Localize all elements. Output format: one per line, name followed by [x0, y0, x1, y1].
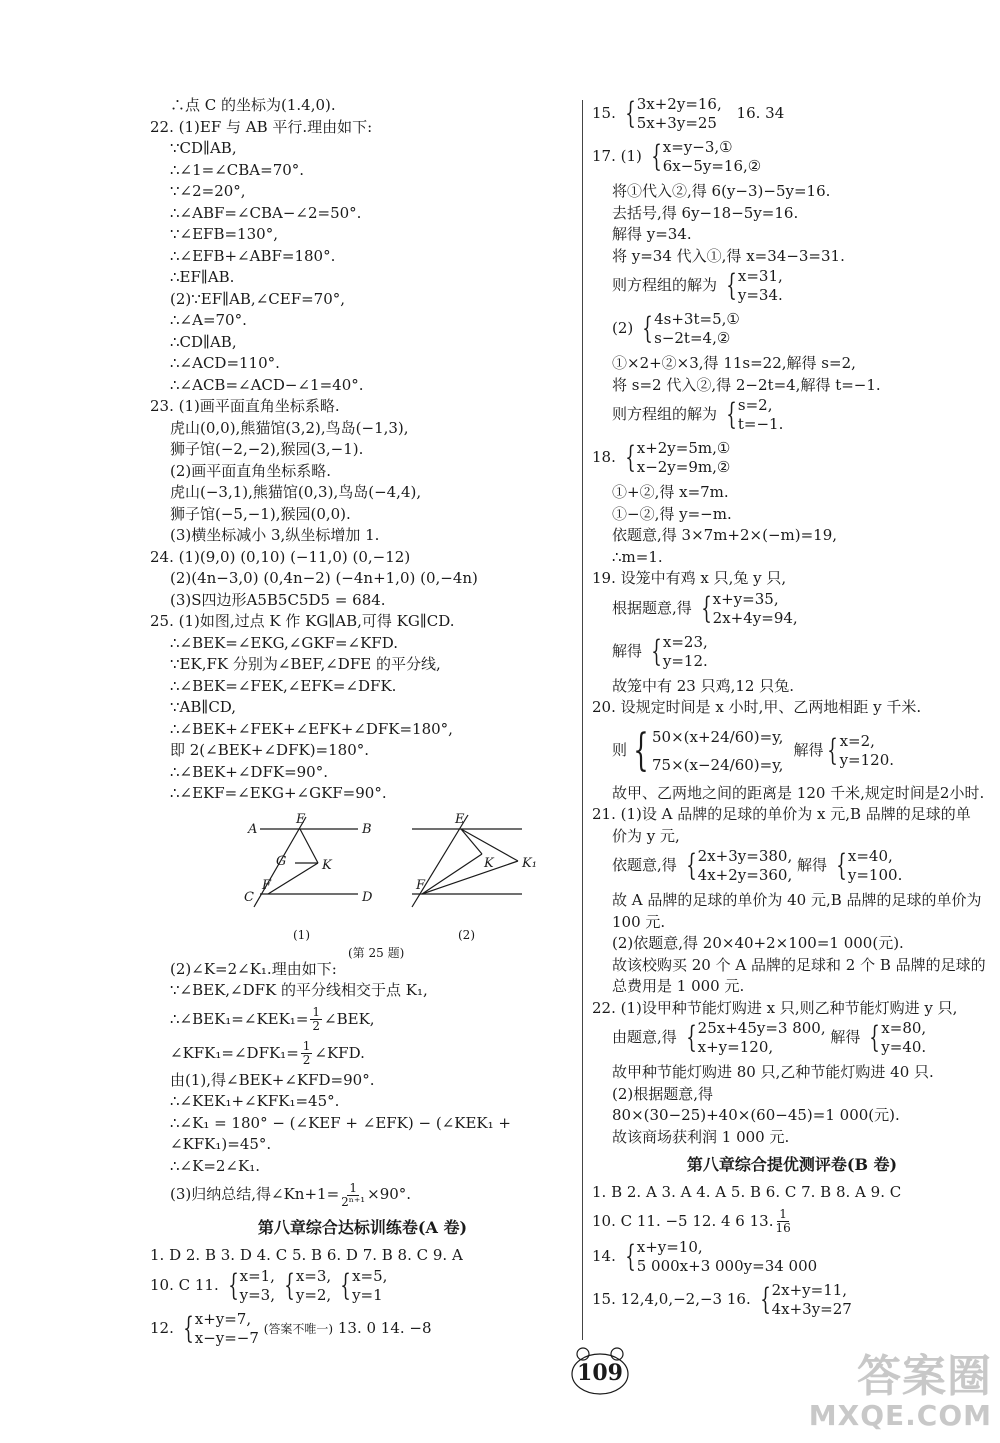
text-line: ∴∠ABF=∠CBA−∠2=50°.	[170, 203, 362, 222]
eq-line: y=12.	[662, 651, 708, 670]
text-line: 故 A 品牌的足球的单价为 40 元,B 品牌的足球的单价为	[612, 891, 982, 909]
eq-line: x=y−3,①	[662, 138, 733, 156]
text-line: ∵∠2=20°,	[170, 182, 246, 200]
fig2-caption: (2)	[458, 927, 475, 942]
text-line: ∵EK,FK 分别为∠BEF,∠DFE 的平分线,	[170, 655, 441, 673]
eq-line: y=100.	[847, 866, 903, 884]
seg-EK	[300, 829, 318, 863]
equation-system: { x=2, y=120.	[827, 731, 895, 769]
answer-line-frac	[592, 1204, 992, 1238]
fig2-label: K₁	[522, 855, 537, 871]
equation-system: { x+y=10, 5 000x+3 000y=34 000	[624, 1237, 818, 1275]
note: (答案不唯一)	[263, 1321, 334, 1336]
text-line: ∴∠1=∠CBA=70°.	[170, 160, 305, 179]
fraction-den: 16	[775, 1221, 791, 1235]
eq-line: x+y=120,	[697, 1038, 774, 1056]
answer-line-sys	[150, 1267, 575, 1310]
eq-line: x+y=7,	[194, 1309, 252, 1328]
page-number-text: 109	[577, 1360, 623, 1386]
text-line: ∴∠BEK=∠EKG,∠GKF=∠KFD.	[170, 633, 398, 652]
text-line: ∠KFK₁)=45°.	[170, 1135, 272, 1153]
text-line: 狮子馆(−5,−1),猴园(0,0).	[170, 504, 351, 523]
eq-line: x=2,	[839, 731, 875, 750]
left-column	[150, 95, 575, 1353]
text-line: 解得 y=34.	[612, 225, 692, 243]
eq-line: 2x+4y=94,	[712, 608, 798, 627]
fraction-den: 2	[312, 1019, 321, 1033]
text-line: (2)∠K=2∠K₁.理由如下:	[170, 959, 337, 978]
text-fragment: ×90°.	[367, 1185, 412, 1203]
fig2-seg-FK	[422, 854, 482, 894]
geometry-figure	[150, 809, 575, 959]
equation-system: { x+y=35, 2x+4y=94,	[700, 589, 798, 627]
text-line: ∴∠ACB=∠ACD−∠1=40°.	[170, 375, 364, 394]
fig1-caption: (1)	[293, 927, 310, 942]
text-line: ∴∠A=70°.	[170, 311, 247, 329]
text-line: ∴∠BEK+∠DFK=90°.	[170, 762, 328, 781]
page-number	[545, 1342, 655, 1402]
text-line: 故甲、乙两地之间的距离是 120 千米,规定时间是2小时.	[612, 783, 985, 802]
fraction	[775, 1208, 790, 1235]
text-line: ∵AB∥CD,	[170, 698, 237, 716]
eq-line: 4s+3t=5,①	[654, 310, 740, 328]
eq-line: x+y=35,	[712, 589, 779, 608]
text-line: (2)(4n−3,0) (0,4n−2) (−4n+1,0) (0,−4n)	[170, 569, 478, 587]
text-fragment: 则方程组的解为	[612, 405, 718, 423]
text-line: (3)S四边形A5B5C5D5 = 684.	[170, 590, 386, 609]
answer-line-sys	[592, 267, 992, 310]
watermark	[809, 1353, 992, 1431]
text-line: 将 s=2 代入②,得 2−2t=4,解得 t=−1.	[612, 375, 881, 394]
text-line: 80×(30−25)+40×(60−45)=1 000(元).	[612, 1106, 900, 1124]
fig1-label: D	[362, 889, 373, 905]
text-line: ①×2+②×3,得 11s=22,解得 s=2,	[612, 354, 856, 372]
eq-line: x=31,	[737, 267, 783, 285]
text-fragment: ∠KFD.	[314, 1043, 365, 1062]
equation-system: { x=40, y=100.	[836, 847, 903, 884]
text-line: ∴CD∥AB,	[170, 332, 237, 351]
answer-line: 1. D 2. B 3. D 4. C 5. B 6. D 7. B 8. C 9. A	[150, 1246, 463, 1264]
figure-caption: (第 25 题)	[348, 945, 405, 959]
fraction-num: 1	[349, 1180, 357, 1195]
eq-line: x=1,	[239, 1266, 275, 1285]
watermark-logo-text: 答案圈	[857, 1351, 992, 1402]
figure-25-svg	[150, 809, 575, 959]
eq-line: y=40.	[881, 1038, 927, 1056]
text-line: (3)横坐标减小 3,纵坐标增加 1.	[170, 526, 380, 544]
eq-line: 2x+3y=380,	[697, 847, 793, 865]
text-line: ∴∠ACD=110°.	[170, 354, 280, 372]
text-line: 20. 设规定时间是 x 小时,甲、乙两地相距 y 千米.	[592, 698, 922, 716]
fraction-den: 2ⁿ⁺¹	[341, 1194, 366, 1209]
text-fragment: 依题意,得	[612, 856, 677, 874]
text-fragment: 15. 12,4,0,−2,−3 16.	[592, 1289, 751, 1308]
text-line: 狮子馆(−2,−2),猴园(3,−1).	[170, 440, 364, 458]
eq-line: 25x+45y=3 800,	[697, 1019, 826, 1037]
equation-system: { x=5, y=1	[340, 1266, 388, 1304]
text-line: ∴∠BEK=∠FEK,∠EFK=∠DFK.	[170, 676, 397, 695]
fraction	[310, 1006, 322, 1033]
eq-line: y=3,	[239, 1285, 275, 1304]
text-line: ∴m=1.	[612, 547, 663, 566]
equation-system: { s=2, t=−1.	[726, 396, 784, 433]
text-line: 由(1),得∠BEK+∠KFD=90°.	[170, 1070, 375, 1089]
equation-system: { 50×(x+24/60)=y, 75×(x−24/60)=y,	[627, 723, 783, 779]
text-line: ∴∠K=2∠K₁.	[170, 1156, 260, 1175]
text-line: (2)画平面直角坐标系略.	[170, 461, 332, 480]
text-line: 100 元.	[612, 912, 666, 931]
text-fragment: 则	[612, 740, 628, 759]
text-fragment: 10. C 11.	[150, 1275, 219, 1294]
text-line: ∴∠EFB+∠ABF=180°.	[170, 246, 336, 265]
answer-line-sys	[592, 138, 992, 181]
eq-line: y=1	[352, 1285, 383, 1304]
text-line: ∴∠BEK+∠FEK+∠EFK+∠DFK=180°,	[170, 719, 453, 738]
text-line-frac	[150, 1036, 575, 1070]
text-fragment: 则方程组的解为	[612, 276, 718, 294]
eq-line: x+y=10,	[636, 1237, 703, 1256]
text-fragment: (3)归纳总结,得∠Kn+1=	[170, 1185, 340, 1203]
answer-line-sys	[592, 95, 992, 138]
eq-line: 5x+3y=25	[636, 114, 717, 132]
eq-line: x=3,	[295, 1266, 332, 1285]
text-fragment: ∠KFK₁=∠DFK₁=	[170, 1043, 299, 1062]
answer-line-sys	[592, 310, 992, 353]
text-fragment: 14.	[592, 1246, 616, 1265]
text-fragment: 16. 34	[736, 104, 785, 122]
answer-line-sys	[592, 633, 992, 676]
text-line: 虎山(0,0),熊猫馆(3,2),鸟岛(−1,3),	[170, 418, 409, 437]
eq-line: x−2y=9m,②	[636, 458, 731, 476]
eq-line: x=23,	[662, 632, 708, 651]
eq-line: 4x+3y=27	[771, 1299, 852, 1318]
text-line: (2)依题意,得 20×40+2×100=1 000(元).	[612, 934, 904, 952]
text-fragment: (2)	[612, 319, 634, 337]
eq-line: 50×(x+24/60)=y,	[652, 727, 784, 746]
text-line: 故该校购买 20 个 A 品牌的足球和 2 个 B 品牌的足球的	[612, 955, 986, 974]
section-heading-b: 第八章综合提优测评卷(B 卷)	[686, 1155, 898, 1174]
eq-line: 5 000x+3 000y=34 000	[636, 1256, 818, 1275]
fig1-label: G	[276, 853, 287, 869]
fraction-num: 1	[302, 1039, 311, 1053]
text-line: ∵∠BEK,∠DFK 的平分线相交于点 K₁,	[170, 981, 428, 999]
text-fragment: 10. C 11. −5 12. 4 6 13.	[592, 1211, 774, 1230]
fig1-label: A	[248, 821, 258, 837]
eq-line: x−y=−7	[194, 1328, 259, 1347]
equation-system: { 4s+3t=5,① s−2t=4,②	[642, 310, 740, 347]
equation-system: { x=1, y=3,	[227, 1266, 275, 1304]
text-line: ①+②,得 x=7m.	[612, 483, 729, 501]
text-line: 将 y=34 代入①,得 x=34−3=31.	[612, 246, 845, 265]
text-line: 虎山(−3,1),熊猫馆(0,3),鸟岛(−4,4),	[170, 483, 422, 501]
fig2-seg-EK	[461, 829, 482, 854]
equation-system: { x=y−3,① 6x−5y=16,②	[650, 138, 762, 175]
text-line: ∵∠EFB=130°,	[170, 225, 278, 243]
column-divider	[582, 100, 583, 1340]
text-fragment: 解得	[612, 641, 643, 660]
fig1-label: K	[322, 857, 332, 873]
equation-system: { x=80, y=40.	[869, 1019, 927, 1056]
text-line: ∴∠K₁ = 180° − (∠KEF + ∠EFK) − (∠KEK₁ +	[170, 1113, 511, 1132]
text-line: (2)根据题意,得	[612, 1084, 714, 1103]
text-fragment: 13. 0 14. −8	[337, 1318, 432, 1337]
answer-line-sys	[592, 1238, 992, 1281]
text-fragment: 解得	[797, 856, 828, 874]
text-line: 即 2(∠BEK+∠DFK)=180°.	[170, 741, 370, 759]
text-line: 22. (1)设甲种节能灯购进 x 只,则乙种节能灯购进 y 只,	[592, 998, 958, 1017]
text-line: ∴∠EKF=∠EKG+∠GKF=90°.	[170, 784, 387, 802]
text-line: 25. (1)如图,过点 K 作 KG∥AB,可得 KG∥CD.	[150, 612, 455, 630]
text-fragment: 由题意,得	[612, 1028, 677, 1046]
fig2-label: F	[416, 877, 426, 893]
text-line: (2)∵EF∥AB,∠CEF=70°,	[170, 289, 346, 308]
equation-system: { x+y=7, x−y=−7	[182, 1309, 259, 1347]
text-line: 故该商场获利润 1 000 元.	[612, 1127, 790, 1146]
text-line: ∵CD∥AB,	[170, 139, 237, 157]
fig1-label: B	[362, 821, 372, 837]
fraction-num: 1	[779, 1207, 787, 1221]
answer-line-sys	[150, 1310, 575, 1353]
fig2-label: E	[455, 811, 465, 827]
equation-system: { 2x+3y=380, 4x+2y=360,	[685, 847, 793, 884]
eq-line: 6x−5y=16,②	[662, 157, 762, 175]
text-line: 19. 设笼中有鸡 x 只,兔 y 只,	[592, 569, 787, 587]
text-line: 总费用是 1 000 元.	[612, 977, 745, 995]
text-line: 24. (1)(9,0) (0,10) (−11,0) (0,−12)	[150, 547, 411, 566]
text-fragment: 17. (1)	[592, 147, 642, 165]
text-line: ∴∠KEK₁+∠KFK₁=45°.	[170, 1092, 340, 1110]
text-line: ∴点 C 的坐标为(1.4,0).	[170, 96, 336, 114]
text-line: 故笼中有 23 只鸡,12 只兔.	[612, 676, 795, 695]
eq-line: y=34.	[737, 286, 783, 304]
eq-line: x+2y=5m,①	[636, 439, 731, 457]
equation-system: { x=31, y=34.	[726, 267, 783, 304]
fig1-label: E	[296, 811, 306, 827]
equation-system: { x=23, y=12.	[651, 632, 708, 670]
watermark-url: MXQE.COM	[808, 1399, 992, 1432]
fig1-label: F	[262, 877, 272, 893]
eq-line: x=40,	[847, 847, 893, 865]
fraction	[301, 1040, 313, 1067]
text-line: ①−②,得 y=−m.	[612, 504, 732, 523]
text-fragment: 12.	[150, 1318, 174, 1337]
right-column	[592, 95, 992, 1324]
fraction-den: 2	[302, 1053, 311, 1067]
equation-system: { 2x+y=11, 4x+3y=27	[759, 1280, 852, 1318]
eq-line: 3x+2y=16,	[636, 95, 722, 113]
fraction-num: 1	[312, 1005, 321, 1019]
text-fragment: ∴∠BEK₁=∠KEK₁=	[170, 1009, 309, 1028]
text-line: 价为 y 元,	[612, 826, 680, 845]
eq-line: x=5,	[352, 1266, 388, 1285]
fig1-label: C	[244, 889, 254, 905]
text-line: 21. (1)设 A 品牌的足球的单价为 x 元,B 品牌的足球的单	[592, 805, 971, 823]
eq-line: s=2,	[737, 396, 773, 414]
text-line-frac	[150, 1002, 575, 1036]
section-heading-a: 第八章综合达标训练卷(A 卷)	[257, 1218, 468, 1237]
text-fragment: 解得	[793, 740, 824, 759]
equation-system: { 3x+2y=16, 5x+3y=25	[624, 95, 722, 132]
answer-line-sys	[592, 439, 992, 482]
eq-line: y=120.	[839, 750, 895, 769]
text-line: 去括号,得 6y−18−5y=16.	[612, 203, 799, 222]
fig2-label: K	[484, 855, 494, 871]
eq-line: y=2,	[295, 1285, 332, 1304]
text-line: 依题意,得 3×7m+2×(−m)=19,	[612, 526, 838, 544]
eq-line: s−2t=4,②	[654, 329, 731, 347]
text-line: 22. (1)EF 与 AB 平行.理由如下:	[150, 117, 373, 136]
eq-line: t=−1.	[737, 415, 784, 433]
text-fragment: 解得	[830, 1028, 861, 1046]
eq-line: 2x+y=11,	[771, 1280, 848, 1299]
answer-line-sys	[592, 590, 992, 633]
text-line: 将①代入②,得 6(y−3)−5y=16.	[612, 182, 831, 200]
text-line: ∴EF∥AB.	[170, 268, 235, 286]
equation-system: { 25x+45y=3 800, x+y=120,	[685, 1019, 826, 1056]
text-fragment: 18.	[592, 448, 616, 466]
equation-system: { x=3, y=2,	[284, 1266, 332, 1304]
fraction	[341, 1182, 365, 1209]
answer-line-sys	[592, 847, 992, 890]
answer-line-sys	[592, 396, 992, 439]
text-fragment: 15.	[592, 104, 616, 122]
answer-line-sys	[592, 1281, 992, 1324]
text-fragment: 根据题意,得	[612, 598, 692, 617]
text-fragment: ∠BEK,	[324, 1009, 375, 1028]
answer-line-sys	[592, 719, 992, 783]
text-line-frac	[150, 1177, 575, 1211]
answer-line: 1. B 2. A 3. A 4. A 5. B 6. C 7. B 8. A 9. C	[592, 1183, 902, 1201]
equation-system: { x+2y=5m,① x−2y=9m,②	[624, 439, 731, 476]
text-line: 23. (1)画平面直角坐标系略.	[150, 397, 340, 415]
answer-line-sys	[592, 1019, 992, 1062]
eq-line: x=80,	[881, 1019, 927, 1037]
eq-line: 75×(x−24/60)=y,	[652, 755, 784, 774]
text-line: 故甲种节能灯购进 80 只,乙种节能灯购进 40 只.	[612, 1063, 934, 1081]
eq-line: 4x+2y=360,	[697, 866, 793, 884]
